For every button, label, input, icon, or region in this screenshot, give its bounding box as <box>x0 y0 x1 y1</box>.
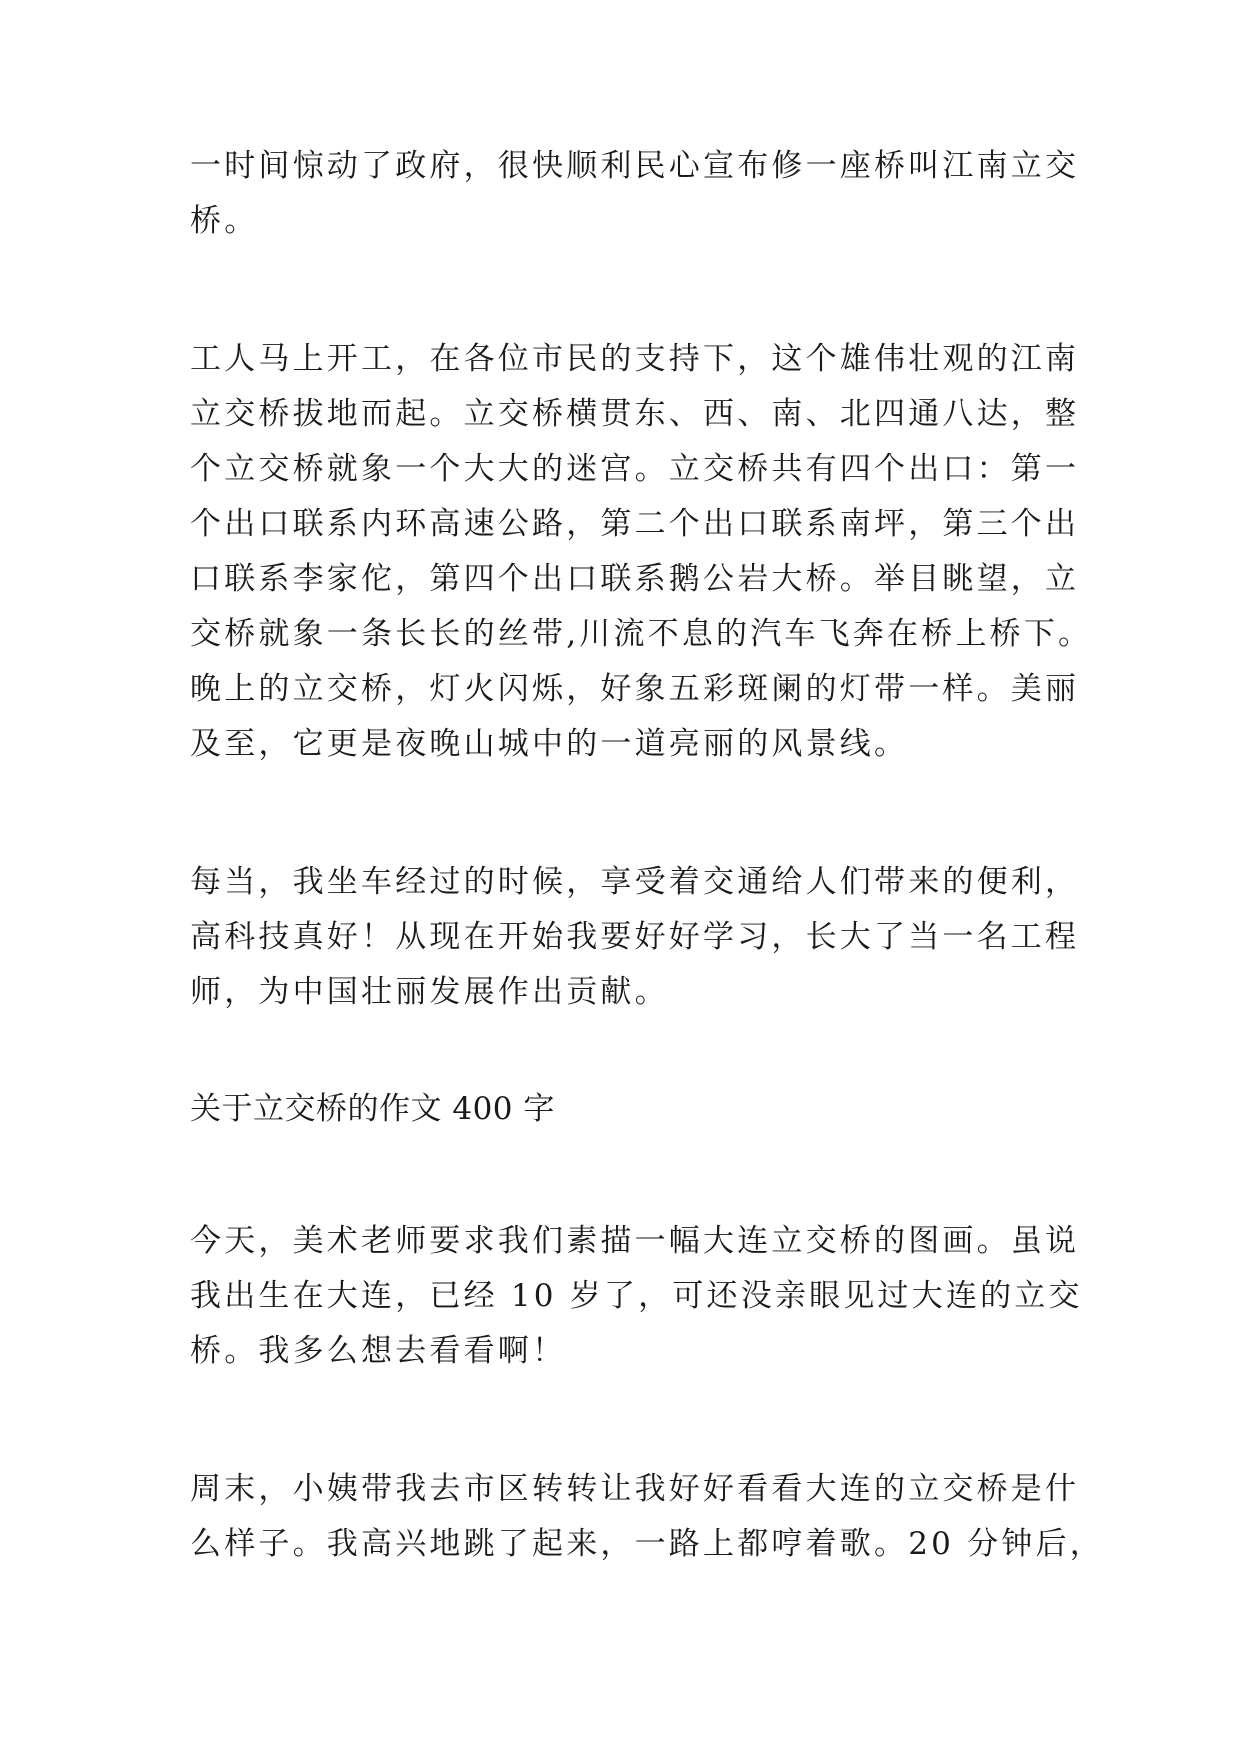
section-heading: 关于立交桥的作文 400 字 <box>190 1091 555 1127</box>
paragraph-5-line: 周末，小姨带我去市区转转让我好好看看大连的立交桥是什 <box>190 1471 1080 1507</box>
paragraph-2-line: 口联系李家佗，第四个出口联系鹅公岩大桥。举目眺望，立 <box>190 561 1080 597</box>
paragraph-4-line: 桥。我多么想去看看啊！ <box>190 1333 567 1369</box>
paragraph-1-line: 桥。 <box>190 203 259 239</box>
paragraph-1-line: 一时间惊动了政府，很快顺利民心宣布修一座桥叫江南立交 <box>190 148 1080 184</box>
paragraph-4-line: 我出生在大连，已经 10 岁了，可还没亲眼见过大连的立交 <box>190 1278 1083 1314</box>
paragraph-2-line: 个出口联系内环高速公路，第二个出口联系南坪，第三个出 <box>190 506 1080 542</box>
paragraph-2-line: 立交桥拔地而起。立交桥横贯东、西、南、北四通八达，整 <box>190 396 1080 432</box>
paragraph-2-line: 个立交桥就象一个大大的迷宫。立交桥共有四个出口：第一 <box>190 451 1080 487</box>
paragraph-2-line: 晚上的立交桥，灯火闪烁，好象五彩斑阑的灯带一样。美丽 <box>190 671 1080 707</box>
paragraph-3-line: 每当，我坐车经过的时候，享受着交通给人们带来的便利， <box>190 864 1080 900</box>
paragraph-4-line: 今天，美术老师要求我们素描一幅大连立交桥的图画。虽说 <box>190 1223 1080 1259</box>
paragraph-2-line: 交桥就象一条长长的丝带,川流不息的汽车飞奔在桥上桥下。 <box>190 616 1093 652</box>
paragraph-2-line: 及至，它更是夜晚山城中的一道亮丽的风景线。 <box>190 726 909 762</box>
paragraph-5-line: 么样子。我高兴地跳了起来，一路上都哼着歌。20 分钟后， <box>190 1526 1104 1562</box>
paragraph-3-line: 高科技真好！从现在开始我要好好学习，长大了当一名工程 <box>190 919 1080 955</box>
paragraph-3-line: 师，为中国壮丽发展作出贡献。 <box>190 974 669 1010</box>
paragraph-2-line: 工人马上开工，在各位市民的支持下，这个雄伟壮观的江南 <box>190 341 1080 377</box>
